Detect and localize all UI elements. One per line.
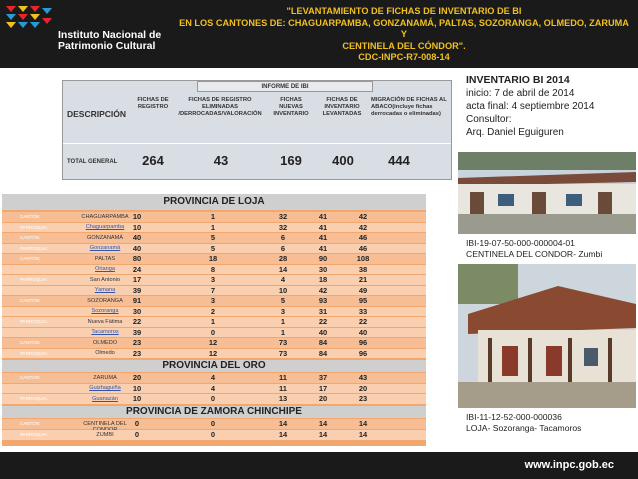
table-cell: 18 [208,254,218,263]
parish-name[interactable]: Orianga [95,266,115,272]
total-value: 43 [213,153,229,168]
page-title [176,6,632,64]
table-cell: 96 [358,348,368,358]
table-cell: 41 [318,243,328,253]
table-row [2,296,426,306]
table-cell: 1 [210,222,216,232]
summary-description-header: DESCRIPCIÓN [67,109,127,119]
table-cell: 22 [358,317,368,326]
table-cell: 49 [358,285,368,295]
table-row [2,384,426,394]
canton-label: CANTÓN: [20,256,41,261]
table-cell: 23 [132,348,142,358]
table-cell: 33 [358,306,368,316]
table-cell: 20 [358,383,368,393]
table-cell: 8 [210,264,216,274]
table-row [2,244,426,254]
table-cell: 84 [318,338,328,347]
table-cell: 23 [132,338,142,347]
table-cell: 6 [280,243,286,253]
table-cell: 2 [210,306,216,316]
logo-line-2: Patrimonio Cultural [58,40,156,52]
table-cell: 4 [210,373,216,382]
table-cell: 95 [358,296,368,305]
end-date: acta final: 4 septiembre 2014 [466,101,595,112]
parish-label: PARROQUIA: [20,432,48,437]
table-cell: 40 [132,243,142,253]
table-row [2,394,426,404]
province-header-loja: PROVINCIA DE LOJA [2,194,426,210]
table-cell: 40 [358,327,368,337]
building-photo-zumbi [458,152,636,234]
table-cell: 90 [318,254,328,263]
canton-label: CANTÓN: [20,214,41,219]
parish-name[interactable]: Guizhaguiña [89,385,121,391]
title-line-2: EN LOS CANTONES DE: CHAGUARPAMBA, GONZANAMÁ, PALTAS, SOZORANGA, OLMEDO, ZARUMA Y [179,17,629,39]
table-cell: 30 [318,264,328,274]
table-cell: 22 [318,317,328,326]
canton-name: GONZANAMÁ [86,234,124,241]
table-row [2,338,426,348]
title-line-4: CDC-INPC-R7-008-14 [358,52,450,62]
total-value: 264 [142,153,164,168]
consultant-label: Consultor: [466,114,512,125]
consultant-name: Arq. Daniel Eguiguren [466,127,564,138]
parish-name: Nueva Fátima [87,318,123,325]
table-cell: 0 [210,430,216,439]
table-cell: 14 [278,419,288,428]
table-cell: 43 [358,373,368,382]
table-cell: 32 [278,212,288,221]
summary-header-5: MIGRACIÓN DE FICHAS AL ABACO(incluye fichas derrocadas o eliminadas) [371,97,447,117]
table-cell: 5 [280,296,286,305]
total-value: 444 [388,153,410,168]
table-cell: 10 [132,222,142,232]
parish-label: PARROQUIA: [20,224,48,230]
table-row [2,254,426,264]
province-table [2,194,426,446]
canton-label: CANTÓN: [20,298,41,303]
table-cell: 14 [358,430,368,439]
title-line-1: "LEVANTAMIENTO DE FICHAS DE INVENTARIO DE BI [286,6,522,16]
summary-table [62,80,452,180]
start-date: inicio: 7 de abril de 2014 [466,88,575,99]
table-cell: 41 [318,222,328,232]
table-cell: 30 [132,306,142,316]
table-row [2,430,426,440]
table-cell: 37 [318,373,328,382]
footer-bar [0,452,638,479]
table-cell: 1 [210,317,216,326]
table-cell: 31 [318,306,328,316]
total-value: 400 [332,153,354,168]
canton-label: CANTÓN: [20,421,41,426]
parish-name: ZUMBI [96,431,114,438]
canton-name: PALTAS [94,255,116,262]
canton-name: CENTINELA DEL [83,420,127,427]
table-row [2,349,426,359]
table-cell: 12 [208,348,218,358]
parish-label: PARROQUIA: [20,396,48,401]
table-cell: 0 [210,327,216,337]
table-cell: 14 [358,419,368,428]
table-cell: 73 [278,338,288,347]
parish-name: San Antonio [89,276,121,283]
table-cell: 24 [132,264,142,274]
table-cell: 28 [278,254,288,263]
photo-caption-2 [466,412,581,434]
summary-header-4: FICHAS DE INVENTARIO LEVANTADAS [322,97,362,117]
logo-text [58,30,161,52]
table-cell: 39 [132,285,142,295]
summary-header-2: FICHAS DE REGISTRO ELIMINADAS /DERROCADAS/VALORACIÓN [178,97,262,117]
caption-location: CENTINELA DEL CONDOR- Zumbi [466,249,603,259]
table-row [2,286,426,296]
table-cell: 42 [358,222,368,232]
table-cell: 0 [134,419,140,428]
table-row [2,233,426,243]
table-cell: 10 [132,383,142,393]
caption-location: LOJA- Sozoranga- Tacamoros [466,423,582,433]
table-cell: 5 [210,243,216,253]
table-cell: 3 [210,296,216,305]
inventory-title: INVENTARIO BI 2014 [466,74,570,86]
canton-label: CANTÓN: [20,235,41,240]
table-cell: 12 [208,338,218,347]
header-bar [0,0,638,68]
inventory-info [466,74,634,139]
parish-name[interactable]: Guanazán [92,395,118,402]
table-cell: 17 [132,275,142,284]
table-cell: 93 [318,296,328,305]
table-cell: 108 [356,254,370,263]
table-cell: 80 [132,254,142,263]
table-cell: 10 [132,394,142,403]
table-cell: 46 [358,233,368,242]
parish-label: PARROQUIA: [20,277,48,282]
caption-code: IBI-19-07-50-000-000004-01 [466,238,575,248]
table-cell: 0 [210,419,216,428]
canton-name: CHAGUARPAMBA [81,213,129,220]
table-row [2,317,426,327]
table-cell: 42 [358,212,368,221]
table-cell: 10 [278,285,288,295]
table-cell: 17 [318,383,328,393]
table-cell: 39 [132,327,142,337]
inpc-logo [4,4,56,60]
province-header-zamora: PROVINCIA DE ZAMORA CHINCHIPE [2,406,426,418]
table-cell: 1 [280,327,286,337]
table-cell: 7 [210,285,216,295]
table-cell: 4 [210,383,216,393]
table-cell: 41 [318,233,328,242]
table-cell: 23 [358,394,368,403]
table-cell: 41 [318,212,328,221]
footer-url[interactable]: www.inpc.gob.ec [524,459,614,471]
table-cell: 11 [279,373,287,382]
table-cell: 20 [318,394,328,403]
table-cell: 11 [279,383,287,393]
table-cell: 5 [210,233,216,242]
canton-name: OLMEDO [92,339,118,346]
caption-code: IBI-11-12-52-000-000036 [466,412,562,422]
table-row [2,419,426,429]
parish-name: Olmedo [95,350,115,356]
parish-name[interactable]: Chaguarpamba [85,224,125,230]
divider [63,143,451,144]
table-cell: 46 [358,243,368,253]
table-row [2,275,426,285]
table-cell: 0 [210,394,216,403]
table-cell: 3 [280,306,286,316]
table-cell: 14 [278,264,288,274]
table-cell: 3 [210,275,216,284]
table-row [2,223,426,233]
table-cell: 0 [134,430,140,439]
table-row [2,373,426,383]
photo-caption-1 [466,238,602,260]
table-cell: 1 [280,317,286,326]
table-cell: 91 [132,296,142,305]
parish-name[interactable]: Tacamoros [91,329,119,335]
table-cell: 6 [280,233,286,242]
total-label: TOTAL GENERAL [67,159,118,165]
table-cell: 18 [318,275,328,284]
table-cell: 1 [210,212,216,221]
parish-name[interactable]: Yamana [94,287,116,293]
canton-name: SOZORANGA [87,297,123,304]
table-row [2,307,426,317]
table-cell: 84 [318,348,328,358]
total-value: 169 [280,153,302,168]
summary-header-3: FICHAS NUEVAS INVENTARIO [273,97,309,117]
title-line-3: CENTINELA DEL CÓNDOR". [342,40,466,51]
table-cell: 14 [318,419,328,428]
parish-name[interactable]: Sozoranga [91,308,119,314]
parish-label: PARROQUIA: [20,245,48,251]
table-cell: 4 [280,275,286,284]
table-cell: 14 [318,430,328,439]
building-photo-tacamoros [458,264,636,408]
table-cell: 22 [132,317,142,326]
logo-line-1: Instituto Nacional de [58,29,162,41]
table-cell: 73 [278,348,288,358]
table-row [2,328,426,338]
canton-label: CANTÓN: [20,375,41,380]
table-cell: 42 [318,285,328,295]
table-cell: 40 [318,327,328,337]
table-cell: 40 [132,233,142,242]
table-cell: 32 [278,222,288,232]
parish-name[interactable]: Gonzanamá [89,245,121,251]
parish-label: PARROQUIA: [20,319,48,324]
province-header-oro: PROVINCIA DEL ORO [2,360,426,372]
summary-caption: INFORME DE IBI [197,81,373,92]
table-row [2,265,426,275]
table-cell: 21 [358,275,368,284]
parish-label: PARROQUIA: [20,350,48,356]
canton-name: ZARUMA [93,374,117,381]
table-cell: 13 [278,394,288,403]
summary-header-1: FICHAS DE REGISTRO [137,97,169,110]
table-cell: 38 [358,264,368,274]
table-row [2,212,426,222]
table-cell: 10 [132,212,142,221]
table-cell: 96 [358,338,368,347]
table-cell: 20 [132,373,142,382]
table-cell: 14 [278,430,288,439]
canton-label: CANTÓN: [20,340,41,345]
